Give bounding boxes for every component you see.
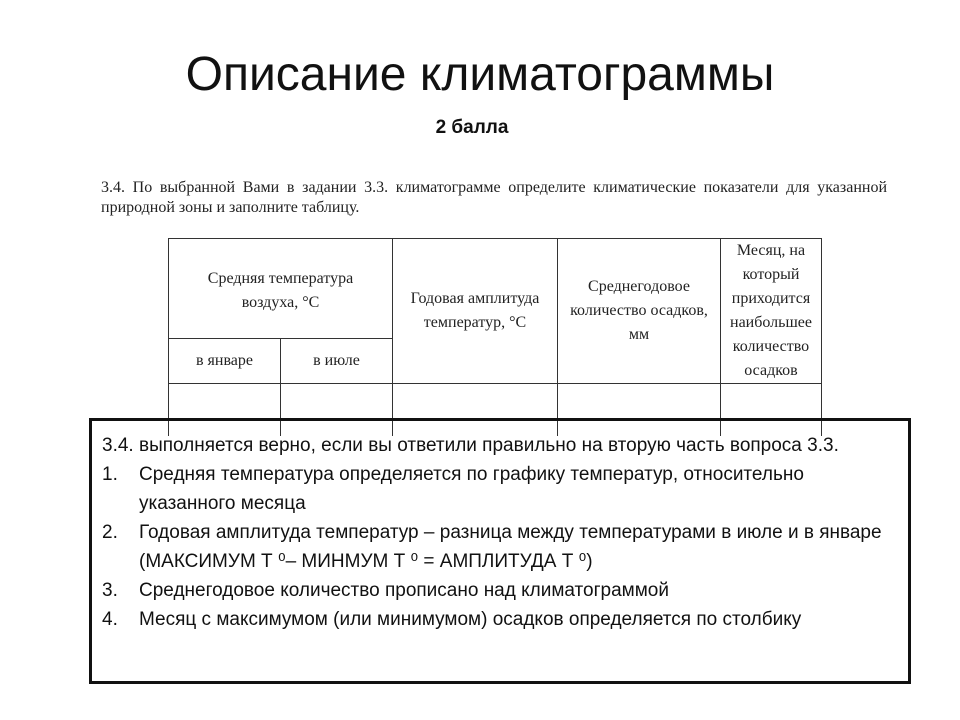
header-avg-temp: Средняя температура воздуха, °С [169, 239, 393, 339]
header-precipitation: Среднегодовое количество осадков, мм [558, 239, 721, 384]
criteria-item-text: Месяц с максимумом (или минимумом) осадков определяется по столбику [139, 609, 802, 630]
criteria-item [102, 460, 898, 518]
criteria-item-number: 2. [102, 522, 118, 543]
header-max-month: Месяц, на который приходится наибольшее количество осадков [721, 239, 822, 384]
criteria-box [89, 418, 911, 684]
criteria-item-text: Средняя температура определяется по графику температур, относительно указанного месяца [139, 464, 804, 514]
answer-table [168, 238, 822, 436]
criteria-item-number: 1. [102, 464, 118, 485]
criteria-item [102, 576, 898, 605]
score-label: 2 балла [435, 117, 509, 138]
slide-title: Описание климатограммы [185, 48, 775, 101]
header-amplitude: Годовая амплитуда температур, °С [393, 239, 558, 384]
header-row [169, 239, 822, 339]
criteria-item-text: Годовая амплитуда температур – разница между температурами в июле и в январе (МАКСИМУМ Т ⁰– МИНМУМ Т ⁰ = АМПЛИТУДА Т ⁰) [139, 522, 882, 572]
criteria-item [102, 518, 898, 576]
criteria-item-number: 3. [102, 580, 118, 601]
task-text: 3.4. По выбранной Вами в задании 3.3. климатограмме определите климатические показатели для указанной природной зоны и заполните таблицу. [101, 179, 887, 216]
criteria-item [102, 605, 898, 634]
criteria-item-number: 4. [102, 609, 118, 630]
criteria-item-text: Среднегодовое количество прописано над климатограммой [139, 580, 669, 601]
subheader-january: в январе [169, 338, 281, 383]
subheader-july: в июле [281, 338, 393, 383]
criteria-intro: 3.4. выполняется верно, если вы ответили правильно на вторую часть вопроса 3.3. [102, 435, 839, 456]
criteria-list [102, 460, 898, 634]
